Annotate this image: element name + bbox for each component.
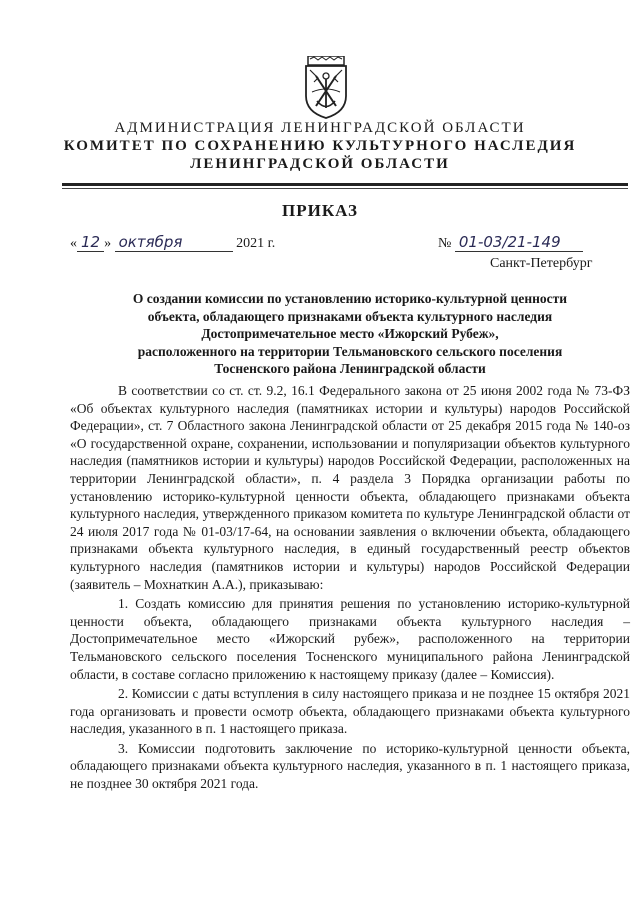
document-heading [70,290,630,378]
coat-of-arms-icon [302,56,350,120]
date-close-quote: » [104,236,112,251]
heading-line: расположенного на территории Тельмановского сельского поселения [137,343,563,359]
document-body [70,382,630,795]
date-open-quote: « [70,236,77,251]
paragraph-item-2: 2. Комиссии с даты вступления в силу настоящего приказа и не позднее 15 октября 2021 года организовать и провести осмотр объекта, обладающего признаками объекта культурного наследия, указанного в п. 1 настоящего приказа. [70,686,630,737]
header-divider-thick [62,183,628,186]
org-name-line1: АДМИНИСТРАЦИЯ ЛЕНИНГРАДСКОЙ ОБЛАСТИ [114,120,526,136]
heading-line: объекта, обладающего признаками объекта культурного наследия [147,308,553,324]
number-value: 01-03/21-149 [455,233,583,252]
org-name-line2: КОМИТЕТ ПО СОХРАНЕНИЮ КУЛЬТУРНОГО НАСЛЕДИЯ [63,138,577,154]
date-day: 12 [77,233,104,252]
document-title: ПРИКАЗ [282,201,358,220]
date-month: октября [115,233,233,252]
org-name-line3: ЛЕНИНГРАДСКОЙ ОБЛАСТИ [190,156,450,172]
heading-line: Тосненского района Ленинградской области [214,361,486,376]
heading-line: Достопримечательное место «Ижорский Рубеж», [201,326,499,341]
document-date [70,233,275,252]
heading-line: О создании комиссии по установлению историко-культурной ценности [132,291,568,306]
header-divider-thin [62,188,628,189]
document-city: Санкт-Петербург [490,256,593,271]
number-prefix: № [438,236,452,251]
paragraph-item-3: 3. Комиссии подготовить заключение по историко-культурной ценности объекта, обладающего признаками объекта культурного наследия, указанного в п. 1 настоящего приказа, не позднее 30 октября 2021 года. [70,740,630,792]
paragraph-preamble: В соответствии со ст. ст. 9.2, 16.1 Федерального закона от 25 июня 2002 года № 73-ФЗ «Об объектах культурного наследия (памятниках истории и культуры) народов Российской Федерации», ст. 7 Областного закона Ленинградской области от 25 декабря 2015 года № 140-оз «О государственной охране, сохранении, использовании и популяризации объектов культурного наследия (памятников истории и культуры) народов Российской Федерации, расположенных на территории Ленинградской области», п. 4 раздела 3 Порядка организации работы по установлению историко-культурной ценности объекта, обладающего признаками объекта культурного наследия, утвержденного приказом комитета по культуре Ленинградской области от 24 июля 2017 года № 01-03/17-64, на основании заявления о включении объекта, обладающего признаками объекта культурного наследия, в единый государственный реестр объектов культурного наследия (памятников истории и культуры) народов Российской Федерации (заявитель – Мохнаткин А.А.), приказываю: [70,383,630,592]
paragraph-item-1: 1. Создать комиссию для принятия решения по установлению историко-культурной ценности объекта, обладающего признаками объекта культурного наследия – Достопримечательное место «Ижорский рубеж», расположенного на территории Тельмановского сельского поселения Тосненского муниципального района Ленинградской области, в составе согласно приложению к настоящему приказу (далее – Комиссия). [70,596,630,682]
date-year: 2021 г. [236,236,276,251]
document-number [438,233,583,252]
